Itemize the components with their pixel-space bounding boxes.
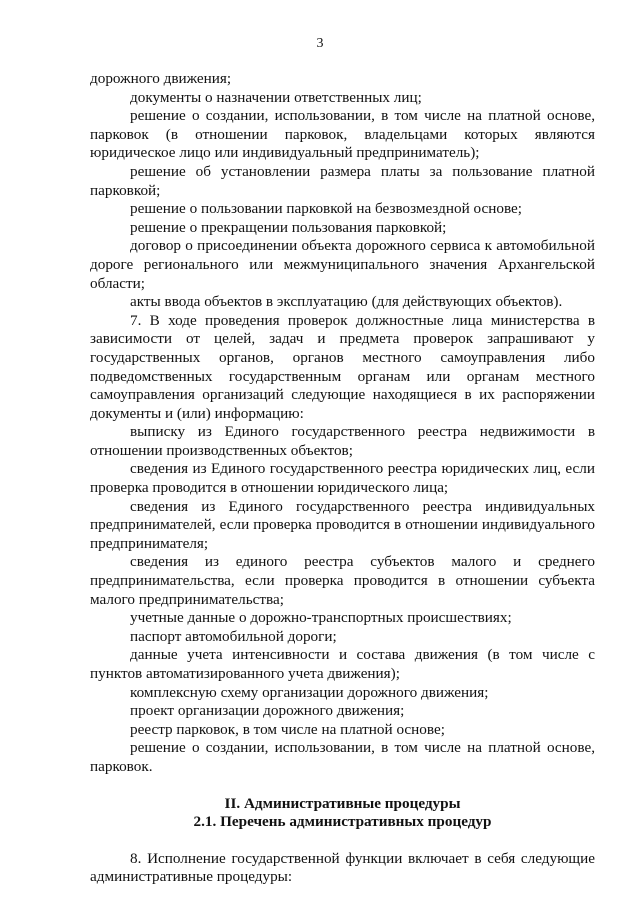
paragraph: учетные данные о дорожно-транспортных происшествиях; bbox=[130, 609, 512, 627]
paragraph: документы о назначении ответственных лиц; bbox=[130, 88, 422, 106]
paragraph-list-bottom bbox=[90, 850, 595, 887]
paragraph: сведения из единого реестра субъектов малого и среднего предпринимательства, если проверка проводится в отношении субъекта малого предпринимательства; bbox=[90, 553, 595, 608]
paragraph: решение о пользовании парковкой на безвозмездной основе; bbox=[130, 200, 523, 218]
paragraph: проект организации дорожного движения; bbox=[130, 702, 405, 720]
paragraph: 8. Исполнение государственной функции включает в себя следующие административные процедуры: bbox=[90, 849, 595, 886]
paragraph: реестр парковок, в том числе на платной основе; bbox=[130, 720, 445, 738]
paragraph: сведения из Единого государственного реестра индивидуальных предпринимателей, если проверка проводится в отношении индивидуального предпринимателя; bbox=[90, 497, 595, 552]
section-heading: II. Административные процедуры bbox=[224, 794, 461, 812]
paragraph: решение о создании, использовании, в том числе на платной основе, парковок. bbox=[90, 739, 595, 775]
paragraph: сведения из Единого государственного реестра юридических лиц, если проверка проводится в отношении юридического лица; bbox=[90, 460, 595, 497]
paragraph: выписку из Единого государственного реестра недвижимости в отношении производственных объектов; bbox=[90, 423, 595, 459]
paragraph: дорожного движения; bbox=[90, 70, 232, 87]
subsection-heading: 2.1. Перечень административных процедур bbox=[193, 813, 492, 831]
paragraph: паспорт автомобильной дороги; bbox=[130, 627, 337, 645]
paragraph: акты ввода объектов в эксплуатацию (для действующих объектов). bbox=[130, 293, 563, 311]
paragraph: решение о прекращении пользования парковкой; bbox=[130, 218, 447, 236]
paragraph: 7. В ходе проведения проверок должностные лица министерства в зависимости от целей, задач и предмета проверок запрашивают у государственных органов, органов местного самоуправления либо подведомственных государственным органам или органам местного самоуправления организаций следующие находящиеся в их распоряжении документы и (или) информацию: bbox=[90, 311, 595, 422]
page-number: 3 bbox=[316, 36, 324, 51]
document-body bbox=[90, 70, 595, 887]
paragraph: договор о присоединении объекта дорожного сервиса к автомобильной дороге регионального или межмуниципального значения Архангельской области; bbox=[90, 237, 595, 292]
paragraph: данные учета интенсивности и состава движения (в том числе с пунктов автоматизированного учета движения); bbox=[90, 646, 595, 682]
paragraph-list-top bbox=[90, 70, 595, 777]
paragraph: решение об установлении размера платы за пользование платной парковкой; bbox=[90, 162, 595, 199]
paragraph: комплексную схему организации дорожного движения; bbox=[130, 683, 489, 701]
paragraph: решение о создании, использовании, в том числе на платной основе, парковок (в отношении парковок, владельцами которых являются юридическое лицо или индивидуальный предприниматель); bbox=[90, 107, 595, 162]
